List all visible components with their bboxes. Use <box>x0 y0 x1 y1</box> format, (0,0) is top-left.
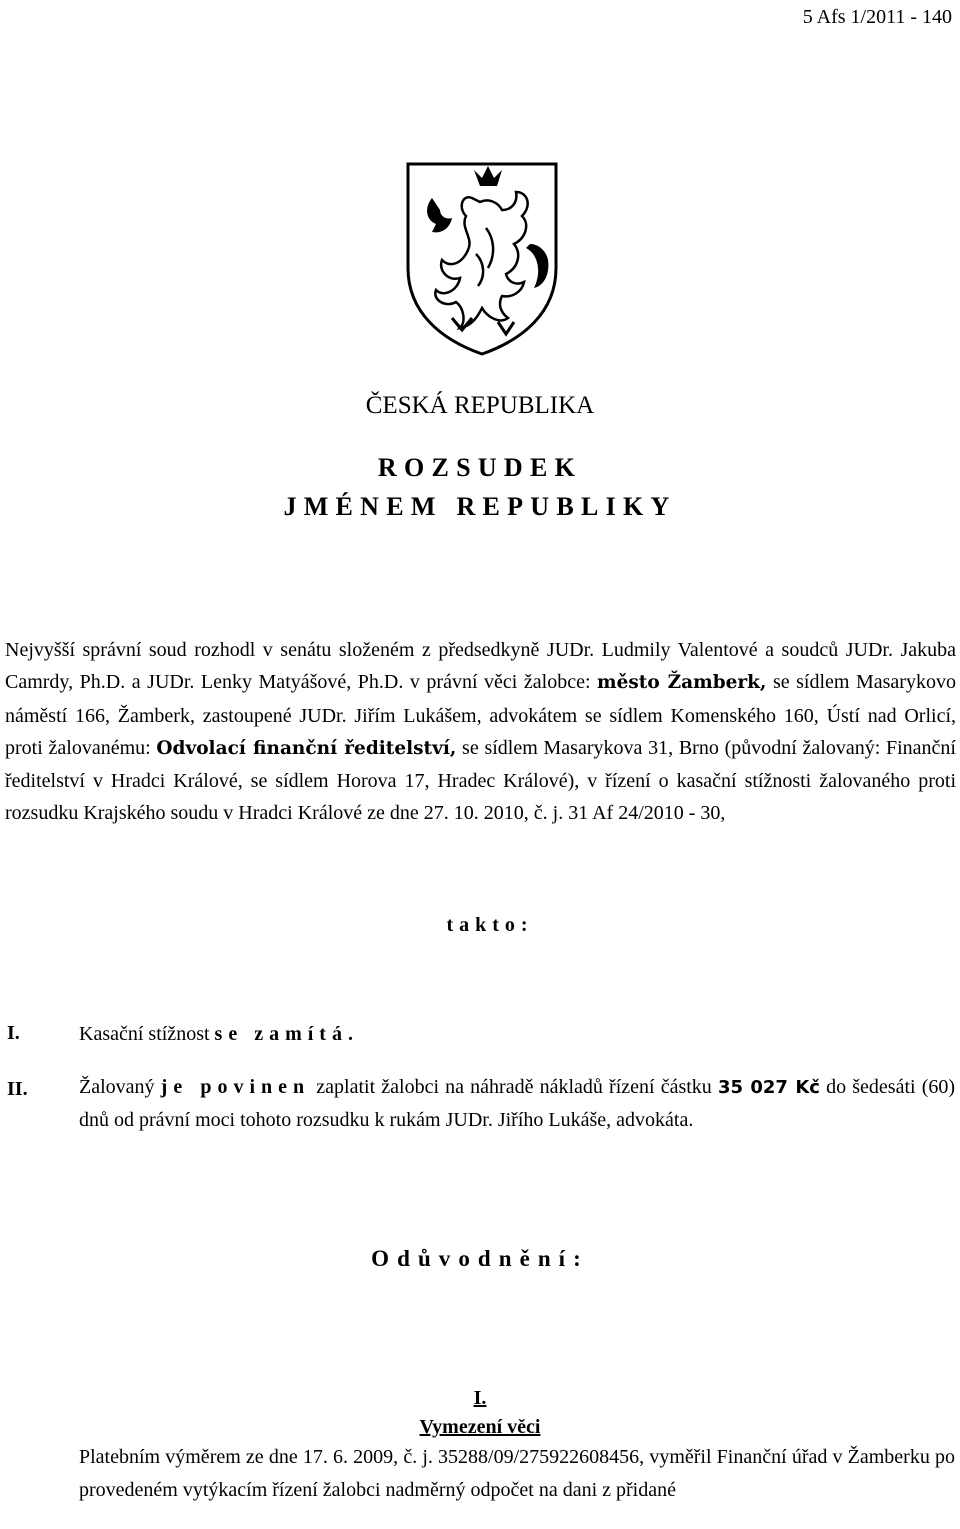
section-number: I. <box>473 1387 487 1409</box>
decision-item-verdict: se zamítá. <box>214 1023 359 1045</box>
reasoning-paragraph: Platebním výměrem ze dne 17. 6. 2009, č. j. 35288/09/275922608456, vyměřil Finanční úřad v Žamberku po provedeném vytýkacím řízení žalobci nadměrný odpočet na dani z přidané <box>79 1446 955 1501</box>
decision-item-text: zaplatit žalobci na náhradě nákladů řízení částku <box>310 1076 718 1098</box>
decision-item-text: Žalovaný <box>79 1076 161 1098</box>
decision-item-number: I. <box>7 1022 20 1044</box>
country-name: ČESKÁ REPUBLIKA <box>365 392 595 419</box>
reasoning-heading: Odůvodnění: <box>371 1246 589 1271</box>
czech-coat-of-arms-lion-icon <box>402 158 562 358</box>
state-emblem <box>402 158 562 358</box>
document-number: 5 Afs 1/2011 - 140 <box>802 6 952 28</box>
decision-item-text: do šedesáti (60) dnů od právní moci tohoto rozsudku k rukám JUDr. Jiřího Lukáše, advokáta. <box>79 1076 956 1132</box>
decision-label: takto: <box>446 914 534 936</box>
plaintiff-name: město Žamberk, <box>597 672 767 694</box>
intro-paragraph <box>5 634 956 830</box>
verdict-title: ROZSUDEK <box>377 453 583 482</box>
cost-amount: 35 027 Kč <box>717 1077 820 1098</box>
intro-text-2: se sídlem Masarykovo náměstí 166, Žamberk, zastoupené JUDr. Jiřím Lukášem, advokátem se sídlem Komenského 160, Ústí nad Orlicí, proti žalovanému: <box>5 671 956 759</box>
decision-item-text: Kasační stížnost <box>79 1023 215 1045</box>
decision-item-number: II. <box>7 1078 28 1100</box>
decision-item <box>79 1018 955 1050</box>
intro-text-1: Nejvyšší správní soud rozhodl v senátu složeném z předsedkyně JUDr. Ludmily Valentové a soudců JUDr. Jakuba Camrdy, Ph.D. a JUDr. Lenky Matyášové, Ph.D. v právní věci žalobce: <box>5 639 956 694</box>
intro-text-3: se sídlem Masarykova 31, Brno (původní žalovaný: Finanční ředitelství v Hradci Králové, se sídlem Horova 17, Hradec Králové), v řízení o kasační stížnosti žalovaného proti rozsudku Krajského soudu v Hradci Králové ze dne 27. 10. 2010, č. j. 31 Af 24/2010 - 30, <box>5 736 956 825</box>
section-title: Vymezení věci <box>419 1416 541 1438</box>
defendant-name: Odvolací finanční ředitelství, <box>156 737 457 759</box>
decision-item-verdict: je povinen <box>160 1076 311 1098</box>
decision-item <box>79 1071 955 1137</box>
verdict-subtitle: JMÉNEM REPUBLIKY <box>283 492 677 521</box>
